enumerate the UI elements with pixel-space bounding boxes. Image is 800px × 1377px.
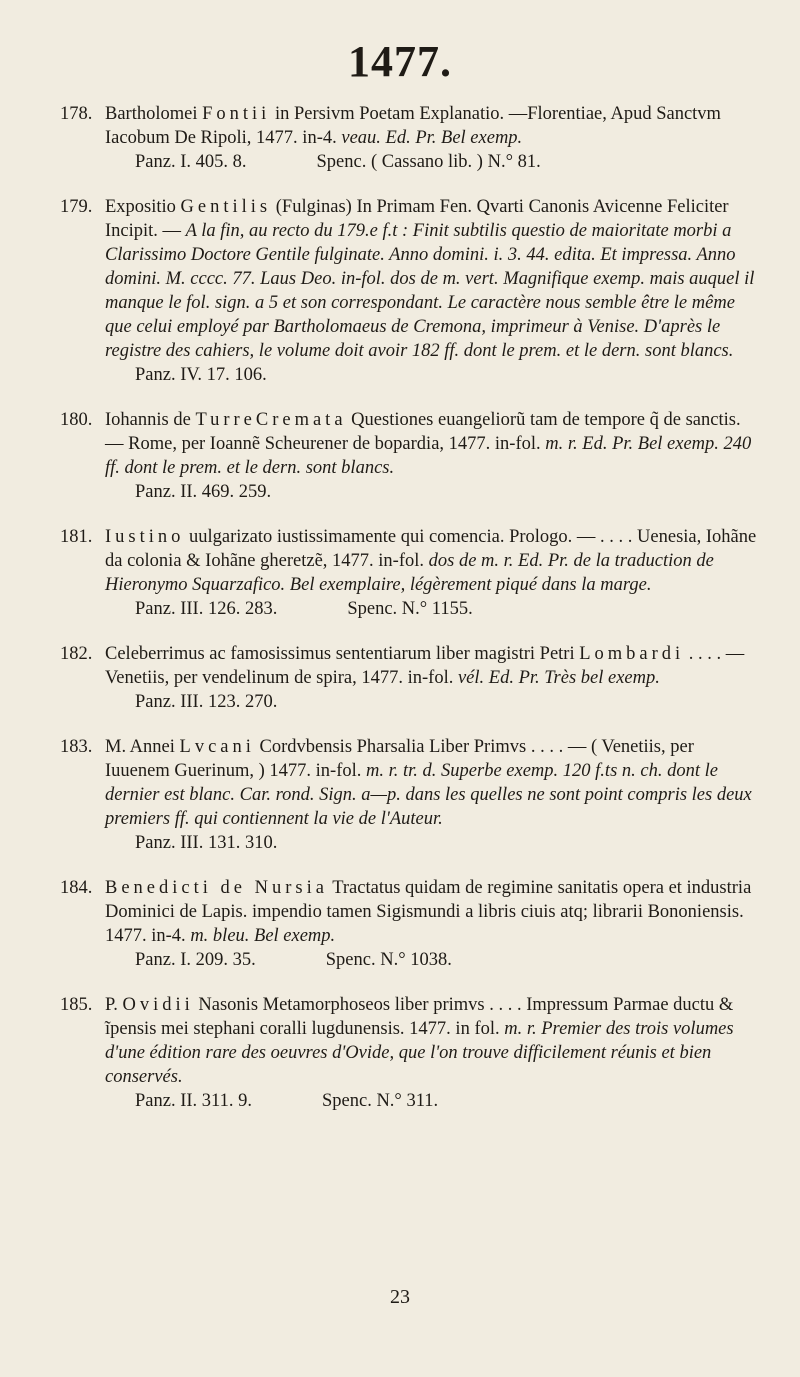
panzer-reference: Panz. II. 311. 9.	[135, 1091, 252, 1111]
entry-body-text: Cordvbensis Pharsalia Liber Primvs . . . . — ( Venetiis, per Iuuenem Guerinum, ) 1477. in-fol.	[105, 737, 694, 781]
entry-references	[105, 363, 762, 387]
entry-number: 185.	[60, 995, 93, 1015]
reference-line	[105, 831, 762, 855]
panzer-reference: Panz. IV. 17. 106.	[135, 365, 267, 385]
spencer-reference: Spenc. ( Cassano lib. ) N.° 81.	[316, 152, 541, 172]
entry-bibliographic-note: m. r. Premier des trois volumes d'une édition rare des oeuvres d'Ovide, que l'on trouve difficilement réunis et bien conservés.	[105, 1019, 734, 1087]
entry-description	[105, 735, 762, 831]
entry-references	[105, 690, 762, 714]
panzer-reference: Panz. I. 209. 35.	[135, 950, 256, 970]
spencer-reference: Spenc. N.° 311.	[321, 1091, 439, 1111]
catalogue-entry	[0, 876, 800, 972]
reference-line	[105, 480, 762, 504]
entry-body-text: uulgarizato iustissimamente qui comencia. Prologo. — . . . . Uenesia, Iohãne da colonia & Iohãne gheretzẽ, 1477. in-fol.	[105, 527, 757, 571]
entry-references	[105, 948, 762, 972]
entry-number: 183.	[60, 737, 93, 757]
entry-body-text: Tractatus quidam de regimine sanitatis opera et industria Dominici de Lapis. impendio tamen Sigismundi a libris ciuis atq; librarii Bononiensis. 1477. in-4.	[105, 878, 752, 946]
entry-bibliographic-note: m. bleu. Bel exemp.	[190, 926, 336, 946]
entry-number: 182.	[60, 644, 93, 664]
entry-references	[105, 1089, 762, 1113]
catalogue-entry	[0, 735, 800, 855]
reference-line	[105, 363, 762, 387]
entry-number: 180.	[60, 410, 93, 430]
catalogue-entry	[0, 408, 800, 504]
panzer-reference: Panz. III. 126. 283.	[135, 599, 278, 619]
catalogue-entry	[0, 195, 800, 387]
reference-line	[105, 597, 762, 621]
entry-number: 178.	[60, 104, 93, 124]
signature-mark: 23	[390, 1286, 410, 1308]
catalogue-entry	[0, 642, 800, 714]
catalogue-entry	[0, 525, 800, 621]
entry-description	[105, 993, 762, 1089]
entry-author-name: Fontii	[202, 104, 271, 124]
entry-author-name: Lombardi	[579, 644, 685, 664]
entry-body-text: Nasonis Metamorphoseos liber primvs . . . . Impressum Parmae ductu & ĩpensis mei stephani coralli lugdunensis. 1477. in fol.	[105, 995, 734, 1039]
reference-line	[105, 948, 762, 972]
spencer-reference: Spenc. N.° 1038.	[325, 950, 452, 970]
entry-description	[105, 876, 762, 948]
panzer-reference: Panz. I. 405. 8.	[135, 152, 247, 172]
entry-author-name: Lvcani	[179, 737, 255, 757]
entry-body-text: in Persivm Poetam Explanatio. —Florentiae, Apud Sanctvm Iacobum De Ripoli, 1477. in-4.	[105, 104, 721, 148]
entry-references	[105, 597, 762, 621]
entry-references	[105, 831, 762, 855]
entry-bibliographic-note: veau. Ed. Pr. Bel exemp.	[341, 128, 523, 148]
entry-description	[105, 642, 762, 690]
panzer-reference: Panz. III. 131. 310.	[135, 833, 278, 853]
entry-name-prefix: Bartholomei	[105, 104, 203, 124]
spencer-reference: Spenc. N.° 1155.	[347, 599, 473, 619]
entry-number: 181.	[60, 527, 93, 547]
page-year-heading: 1477.	[348, 37, 452, 86]
entry-number: 179.	[60, 197, 93, 217]
entry-description	[105, 408, 762, 480]
entry-author-name: TurreCremata	[195, 410, 347, 430]
entry-number: 184.	[60, 878, 93, 898]
entry-bibliographic-note: m. r. Ed. Pr. Bel exemp. 240 ff. dont le prem. et le dern. sont blancs.	[105, 434, 752, 478]
panzer-reference: Panz. II. 469. 259.	[135, 482, 272, 502]
entry-references	[105, 480, 762, 504]
entry-description	[105, 525, 762, 597]
entry-name-prefix: Expositio	[105, 197, 181, 217]
entry-body-text: Questiones euangeliorũ tam de tempore q̃ de sanctis. — Rome, per Ioannẽ Scheurener de bopardia, 1477. in-fol.	[105, 410, 741, 454]
entry-list	[0, 102, 800, 1134]
reference-line	[105, 1089, 762, 1113]
entry-name-prefix: Iohannis de	[105, 410, 196, 430]
entry-bibliographic-note: m. r. tr. d. Superbe exemp. 120 f.ts n. ch. dont le dernier est blanc. Car. rond. Sign. a—p. dans les quelles ne sont point compris les deux premiers ff. qui contiennent la vie de l'Auteur.	[105, 761, 752, 829]
entry-name-prefix: P.	[105, 995, 123, 1015]
entry-description	[105, 195, 762, 363]
entry-author-name: Ovidii	[122, 995, 194, 1015]
entry-author-name: Benedicti de Nursia	[105, 878, 328, 898]
reference-line	[105, 150, 762, 174]
entry-bibliographic-note: vél. Ed. Pr. Très bel exemp.	[457, 668, 660, 688]
entry-author-name: Iustino	[105, 527, 185, 547]
entry-body-text: . . . . —Venetiis, per vendelinum de spira, 1477. in-fol.	[105, 644, 745, 688]
catalogue-entry	[0, 102, 800, 174]
catalogue-entry	[0, 993, 800, 1113]
entry-body-text: (Fulginas) In Primam Fen. Qvarti Canonis Avicenne Feliciter Incipit. —	[105, 197, 729, 241]
panzer-reference: Panz. III. 123. 270.	[135, 692, 278, 712]
entry-references	[105, 150, 762, 174]
entry-bibliographic-note: A la fin, au recto du 179.e f.t : Finit subtilis questio de maioritate morbi a Clarissimo Doctore Gentile fulginate. Anno domini. i. 3. 44. edita. Et impressa. Anno domini. M. cccc. 77. Laus Deo. in-fol. dos de m. vert. Magnifique exemp. mais auquel il manque le fol. sign. a 5 et son correspondant. Le caractère nous semble être le même que celui employé par Bartholomaeus de Cremona, imprimeur à Venise. D'après le registre des cahiers, le volume doit avoir 182 ff. dont le prem. et le dern. sont blancs.	[105, 221, 755, 361]
reference-line	[105, 690, 762, 714]
entry-author-name: Gentilis	[180, 197, 272, 217]
entry-name-prefix: M. Annei	[105, 737, 180, 757]
entry-description	[105, 102, 762, 150]
entry-bibliographic-note: dos de m. r. Ed. Pr. de la traduction de Hieronymo Squarzafico. Bel exemplaire, légèrement piqué dans la marge.	[105, 551, 714, 595]
entry-name-prefix: Celeberrimus ac famosissimus sententiarum liber magistri Petri	[105, 644, 580, 664]
